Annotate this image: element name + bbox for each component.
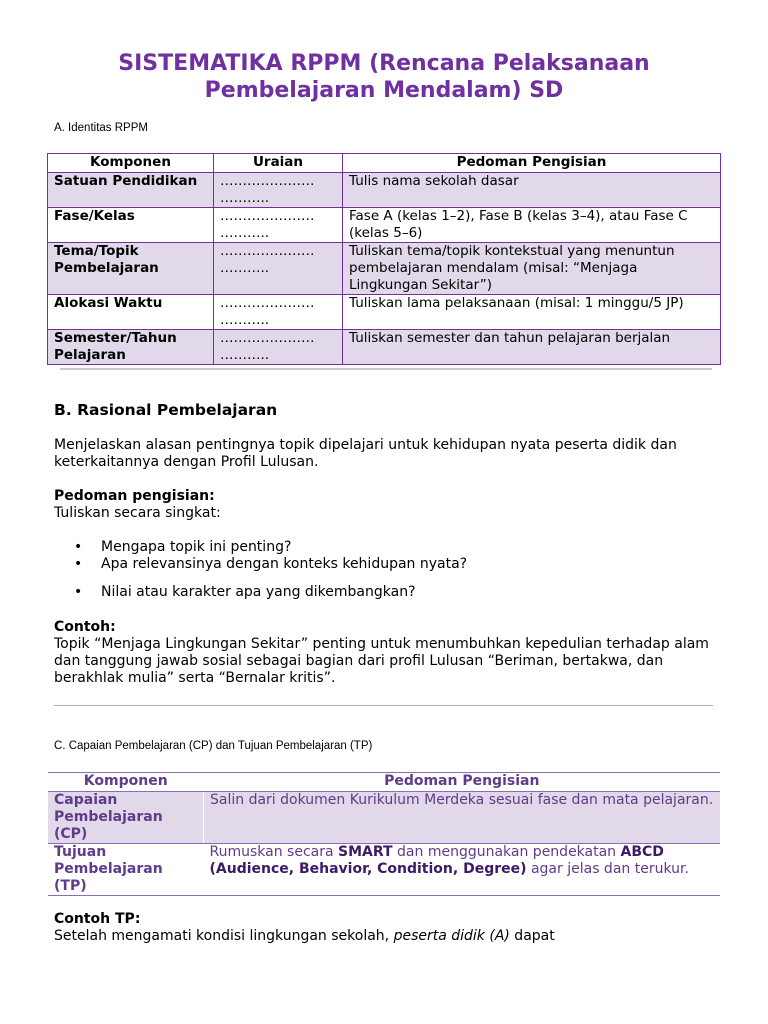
contoh-tp-label: Contoh TP:: [54, 911, 141, 927]
column-header: Pedoman Pengisian: [343, 154, 721, 173]
komponen-cell: Alokasi Waktu: [48, 295, 214, 330]
section-a-heading: A. Identitas RPPM: [54, 122, 148, 134]
section-divider: [54, 705, 713, 706]
table-row: [48, 173, 721, 208]
uraian-cell[interactable]: ………………… ………..: [214, 330, 343, 365]
komponen-cell: Semester/Tahun Pelajaran: [48, 330, 214, 365]
section-b-intro: Menjelaskan alasan pentingnya topik dipelajari untuk kehidupan nyata peserta didik dan keterkaitannya dengan Profil Lulusan.: [54, 437, 677, 470]
komponen-cell: Fase/Kelas: [48, 208, 214, 243]
column-header: Pedoman Pengisian: [204, 773, 721, 792]
list-item: • Mengapa topik ini penting?: [54, 539, 467, 556]
table-row: [48, 295, 721, 330]
pedoman-cell: Tuliskan semester dan tahun pelajaran berjalan: [343, 330, 721, 365]
pedoman-cell: Salin dari dokumen Kurikulum Merdeka sesuai fase dan mata pelajaran.: [204, 792, 721, 844]
pedoman-cell: Tuliskan tema/topik kontekstual yang menuntun pembelajaran mendalam (misal: “Menjaga Lingkungan Sekitar”): [343, 243, 721, 295]
cp-tp-table: [48, 772, 720, 896]
komponen-cell: Tema/Topik Pembelajaran: [48, 243, 214, 295]
column-header: Komponen: [48, 154, 214, 173]
title-line-1: SISTEMATIKA RPPM (Rencana Pelaksanaan: [118, 51, 650, 76]
pedoman-cell: Tulis nama sekolah dasar: [343, 173, 721, 208]
column-header: Uraian: [214, 154, 343, 173]
tp-text-part: dan menggunakan pendekatan: [392, 844, 621, 860]
section-c-heading: C. Capaian Pembelajaran (CP) dan Tujuan Pembelajaran (TP): [54, 740, 373, 752]
guide-text: Tuliskan secara singkat:: [54, 505, 221, 521]
table-row: [48, 844, 720, 896]
pedoman-cell: [204, 844, 721, 896]
page-title: [40, 50, 728, 104]
tp-text-part: agar jelas dan terukur.: [526, 861, 689, 877]
table-row: [48, 330, 721, 365]
komponen-cell: Satuan Pendidikan: [48, 173, 214, 208]
list-item: • Apa relevansinya dengan konteks kehidupan nyata?: [54, 556, 467, 573]
uraian-cell[interactable]: ………………… ………..: [214, 295, 343, 330]
identitas-table: [47, 153, 721, 365]
title-line-2: Pembelajaran Mendalam) SD: [204, 78, 564, 103]
list-item: • Nilai atau karakter apa yang dikembangkan?: [54, 584, 416, 601]
table-shadow-divider: [60, 368, 712, 370]
uraian-cell[interactable]: ………………… ………..: [214, 173, 343, 208]
guide-label: Pedoman pengisian:: [54, 488, 215, 504]
smart-term: SMART: [338, 844, 393, 860]
pedoman-cell: Fase A (kelas 1–2), Fase B (kelas 3–4), atau Fase C (kelas 5–6): [343, 208, 721, 243]
komponen-cell: Capaian Pembelajaran (CP): [48, 792, 204, 844]
table-row: [48, 208, 721, 243]
table-header-row: [48, 773, 720, 792]
pedoman-cell: Tuliskan lama pelaksanaan (misal: 1 minggu/5 JP): [343, 295, 721, 330]
contoh-tp-part: dapat: [509, 928, 555, 944]
example-label: Contoh:: [54, 619, 116, 635]
contoh-tp-text: [54, 928, 724, 945]
contoh-tp-italic: peserta didik (A): [393, 928, 510, 944]
komponen-cell: Tujuan Pembelajaran (TP): [48, 844, 204, 896]
abcd-term: ABCD (Audience, Behavior, Condition, Degree): [209, 844, 664, 877]
example-text: Topik “Menjaga Lingkungan Sekitar” penting untuk menumbuhkan kepedulian terhadap alam dan tanggung jawab sosial sebagai bagian dari profil Lulusan “Beriman, bertakwa, dan berakhlak mulia” serta “Bernalar kritis”.: [54, 636, 709, 686]
guide-bullet-list: [54, 539, 467, 573]
uraian-cell[interactable]: ………………… ………..: [214, 208, 343, 243]
table-row: [48, 243, 721, 295]
column-header: Komponen: [48, 773, 204, 792]
table-row: [48, 792, 720, 844]
table-header-row: [48, 154, 721, 173]
guide-bullet-list: [54, 584, 416, 601]
contoh-tp-part: Setelah mengamati kondisi lingkungan sekolah,: [54, 928, 394, 944]
tp-text-part: Rumuskan secara: [209, 844, 339, 860]
uraian-cell[interactable]: ………………… ………..: [214, 243, 343, 295]
section-b-heading: B. Rasional Pembelajaran: [54, 401, 278, 419]
